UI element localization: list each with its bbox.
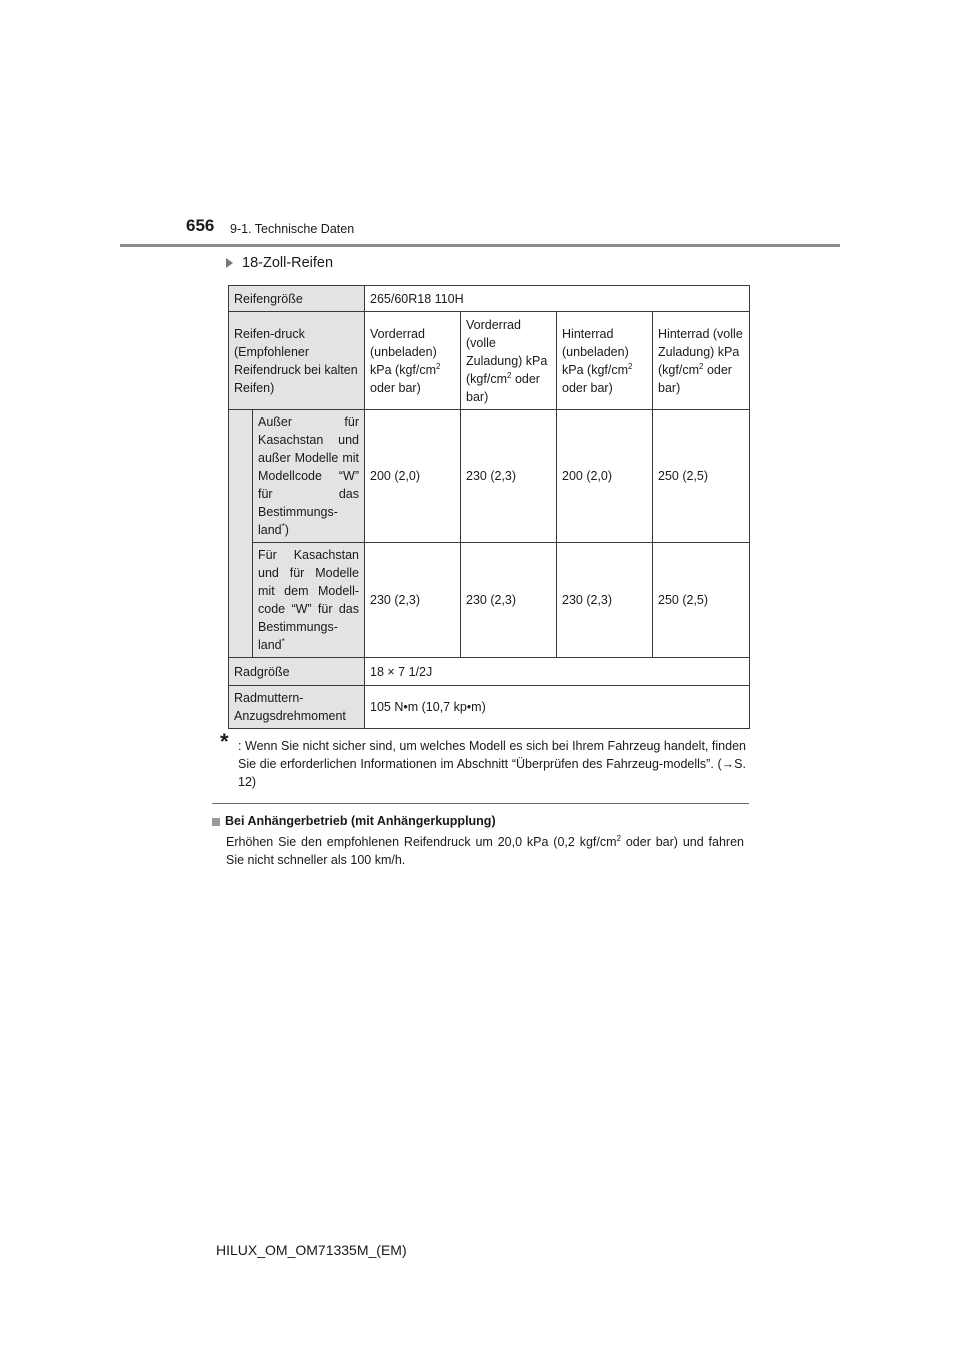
lug-torque-value: 105 N•m (10,7 kp•m)	[365, 686, 750, 729]
col-front-laden: Vorderrad (volle Zuladung) kPa ($kgf/cm^2$ oder bar)	[461, 312, 557, 410]
section-divider	[212, 803, 749, 804]
subheading	[226, 255, 333, 271]
col-front-unladen: Vorderrad (unbeladen) kPa ($kgf/cm^2$ oder bar)	[365, 312, 461, 410]
row-label-non-kazakhstan: Außer für Kasachstan und außer Modelle mit Modellcode “W” für das Bestimmungs-land*)	[253, 410, 365, 543]
square-bullet-icon	[212, 818, 220, 826]
tire-spec-table	[228, 285, 750, 729]
trailer-text: Erhöhen Sie den empfohlenen Reifendruck um 20,0 kPa (0,2 kgf/$cm^2$ oder bar) und fahren Sie nicht schneller als 100 km/h.	[226, 833, 744, 867]
table-row	[229, 286, 750, 312]
value-cell: 230 (2,3)	[557, 543, 653, 658]
trailer-heading: Bei Anhängerbetrieb (mit Anhängerkupplung)	[225, 814, 496, 828]
footnote	[220, 729, 746, 791]
footnote-text: : Wenn Sie nicht sicher sind, um welches Modell es sich bei Ihrem Fahrzeug handelt, finden Sie die erforderlichen Informationen im Abschnitt “Überprüfen des Fahrzeug-modells”. (→S. 12)	[238, 739, 746, 789]
table-row	[229, 543, 750, 658]
pressure-label-spacer	[229, 410, 253, 658]
value-cell: 230 (2,3)	[461, 410, 557, 543]
value-cell: 230 (2,3)	[461, 543, 557, 658]
value-cell: 200 (2,0)	[365, 410, 461, 543]
value-cell: 250 (2,5)	[653, 543, 750, 658]
table-row	[229, 312, 750, 410]
row-label-kazakhstan: Für Kasachstan und für Modelle mit dem Modell-code “W” für das Bestimmungs-land*	[253, 543, 365, 658]
wheel-size-label: Radgröße	[229, 658, 365, 686]
value-cell: 230 (2,3)	[365, 543, 461, 658]
tire-size-label: Reifengröße	[229, 286, 365, 312]
table-row	[229, 686, 750, 729]
lug-torque-label: Radmuttern-Anzugsdrehmoment	[229, 686, 365, 729]
triangle-bullet-icon	[226, 258, 233, 268]
col-rear-unladen: Hinterrad (unbeladen) kPa ($kgf/cm^2$ oder bar)	[557, 312, 653, 410]
value-cell: 200 (2,0)	[557, 410, 653, 543]
page-number: 656	[186, 216, 215, 235]
subheading-text: 18-Zoll-Reifen	[242, 255, 334, 271]
wheel-size-value: 18 × 7 1/2J	[365, 658, 750, 686]
footnote-marker: *	[220, 729, 229, 754]
col-rear-laden: Hinterrad (volle Zuladung) kPa ($kgf/cm^2$ oder bar)	[653, 312, 750, 410]
pressure-label: Reifen-druck (Empfohlener Reifendruck bei kalten Reifen)	[229, 312, 365, 410]
header-rule	[120, 244, 840, 247]
document-id: HILUX_OM_OM71335M_(EM)	[216, 1242, 407, 1258]
section-title: 9-1. Technische Daten	[230, 222, 355, 236]
table-row	[229, 658, 750, 686]
value-cell: 250 (2,5)	[653, 410, 750, 543]
tire-size-value: 265/60R18 110H	[365, 286, 750, 312]
table-row	[229, 410, 750, 543]
